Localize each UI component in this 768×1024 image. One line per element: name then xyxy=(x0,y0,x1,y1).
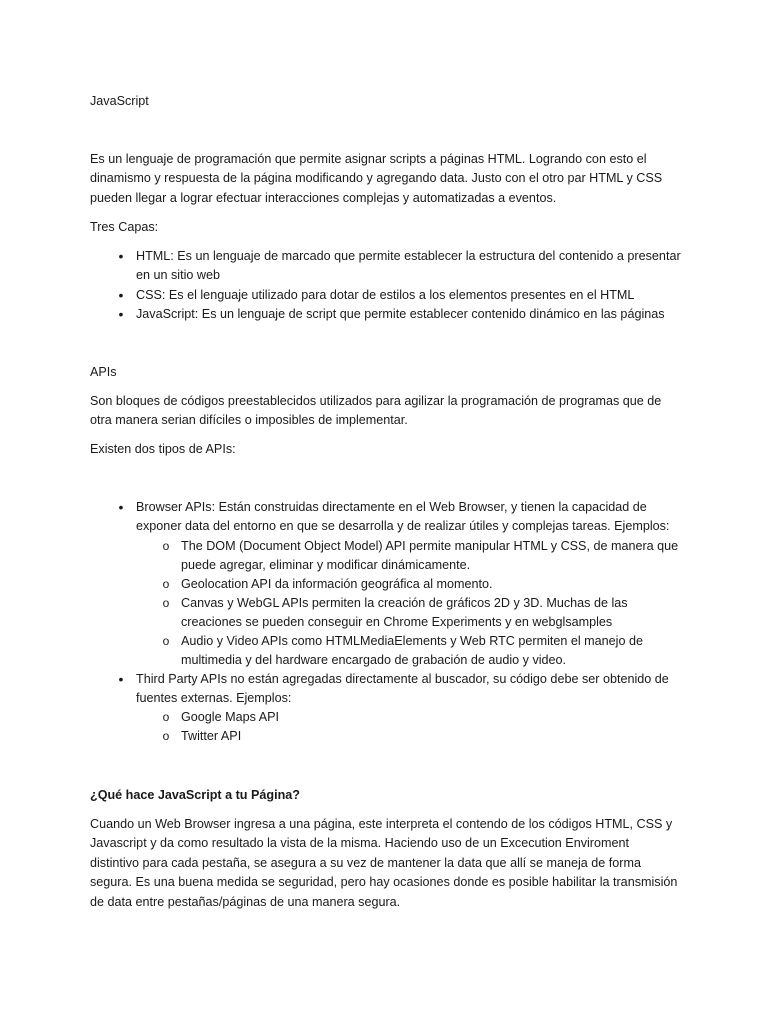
bullet-icon: • xyxy=(118,306,124,322)
example-text: The DOM (Document Object Model) API permite manipular HTML y CSS, de manera que puede agregar, eliminar y modificar dinámicamente. xyxy=(181,539,679,573)
tres-capas-label: Tres Capas: xyxy=(90,220,159,234)
third-party-apis-item xyxy=(118,670,682,709)
example-text: Geolocation API da información geográfica al momento. xyxy=(181,577,493,591)
capa-text: JavaScript: Es un lenguaje de script que permite establecer contenido dinámico en las páginas xyxy=(136,307,665,321)
browser-apis-item xyxy=(118,498,682,537)
browser-example-geolocation xyxy=(162,575,681,594)
circle-bullet-icon: o xyxy=(162,634,170,648)
circle-bullet-icon: o xyxy=(162,710,170,724)
bullet-icon: • xyxy=(118,671,124,687)
apis-description: Son bloques de códigos preestablecidos utilizados para agilizar la programación de programas que de otra manera serian difíciles o imposibles de implementar. xyxy=(90,394,662,428)
circle-bullet-icon: o xyxy=(162,539,170,553)
bullet-icon: • xyxy=(118,499,124,515)
example-text: Twitter API xyxy=(181,729,242,743)
tipos-label: Existen dos tipos de APIs: xyxy=(90,442,236,456)
capa-item-css xyxy=(118,286,682,305)
capa-text: CSS: Es el lenguaje utilizado para dotar de estilos a los elementos presentes en el HTML xyxy=(136,288,635,302)
apis-heading: APIs xyxy=(90,365,117,379)
capa-item-javascript xyxy=(118,305,682,324)
intro-paragraph: Es un lenguaje de programación que permite asignar scripts a páginas HTML. Logrando con esto el dinamismo y respuesta de la página modificando y agregando data. Justo con el otro par HTML y CSS pueden llegar a lograr efectuar interacciones complejas y automatizadas a eventos. xyxy=(90,152,663,205)
circle-bullet-icon: o xyxy=(162,729,170,743)
browser-example-canvas xyxy=(162,594,681,633)
example-text: Google Maps API xyxy=(181,710,280,724)
third-party-text: Third Party APIs no están agregadas directamente al buscador, su código debe ser obtenido de fuentes externas. Ejemplos: xyxy=(136,672,669,706)
answer-paragraph: Cuando un Web Browser ingresa a una página, este interpreta el contendo de los códigos HTML, CSS y Javascript y da como resultado la vista de la misma. Haciendo uso de un Excecution Enviroment distintivo para cada pestaña, se asegura a su vez de mantener la data que allí se maneja de forma segura. Es una buena medida se seguridad, pero hay ocasiones donde es posible habilitar la transmisión de data entre pestañas/páginas de una manera segura. xyxy=(90,817,678,909)
bullet-icon: • xyxy=(118,248,124,264)
third-example-twitter xyxy=(162,727,681,746)
capa-text: HTML: Es un lenguaje de marcado que permite establecer la estructura del contenido a presentar en un sitio web xyxy=(136,249,681,283)
circle-bullet-icon: o xyxy=(162,577,170,591)
example-text: Canvas y WebGL APIs permiten la creación de gráficos 2D y 3D. Muchas de las creaciones se pueden conseguir en Chrome Experiments y en webglsamples xyxy=(181,596,628,630)
browser-example-audio-video xyxy=(162,632,681,671)
capa-item-html xyxy=(118,247,682,286)
doc-title: JavaScript xyxy=(90,94,149,108)
third-example-google-maps xyxy=(162,708,681,727)
browser-apis-text: Browser APIs: Están construidas directamente en el Web Browser, y tienen la capacidad de exponer data del entorno en que se desarrolla y de realizar útiles y complejas tareas. Ejemplos: xyxy=(136,500,670,534)
question-heading: ¿Qué hace JavaScript a tu Página? xyxy=(90,788,300,802)
example-text: Audio y Video APIs como HTMLMediaElements y Web RTC permiten el manejo de multimedia y del hardware encargado de grabación de audio y video. xyxy=(181,634,643,668)
browser-example-dom xyxy=(162,537,681,576)
circle-bullet-icon: o xyxy=(162,596,170,610)
bullet-icon: • xyxy=(118,287,124,303)
